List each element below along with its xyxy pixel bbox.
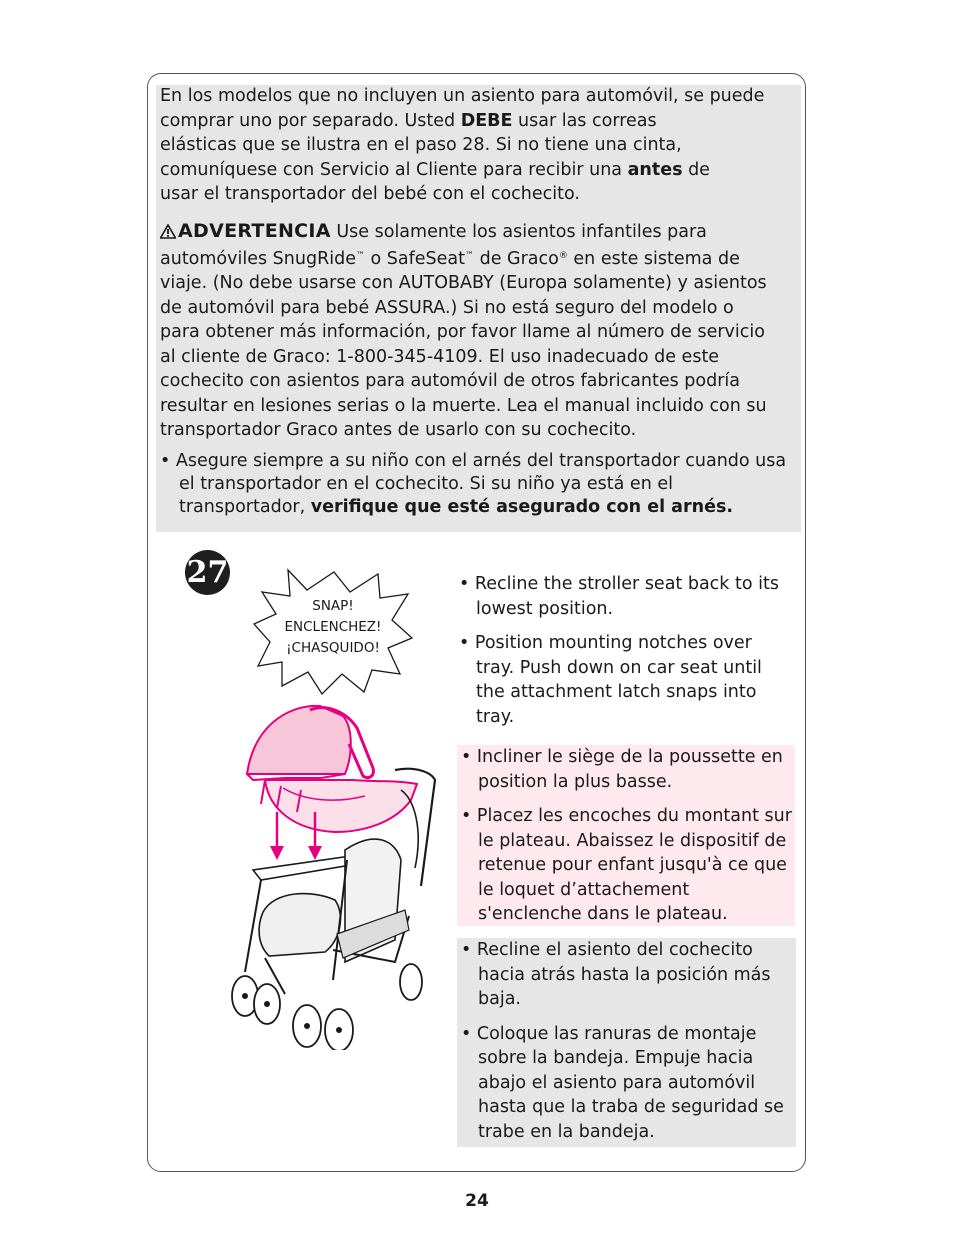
warning-line: ADVERTENCIA Use solamente los asientos infantiles para — [160, 219, 795, 247]
instruction-item: • Coloque las ranuras de montaje sobre la bandeja. Empuje hacia abajo el asiento para automóvil hasta que la traba de seguridad se trabe en la bandeja. — [461, 1023, 784, 1142]
intro-paragraph — [160, 84, 795, 207]
instruction-item: • Position mounting notches over tray. Push down on car seat until the attachment latch snaps into tray. — [459, 633, 762, 727]
warning-title: ADVERTENCIA — [178, 220, 331, 242]
warning-line: viaje. (No debe usarse con AUTOBABY (Europa solamente) y asientos — [160, 273, 767, 293]
stroller-carseat-illustration — [225, 700, 445, 1054]
snap-label: SNAP! ENCLENCHEZ! ¡CHASQUIDO! — [284, 598, 382, 656]
instruction-item: • Recline el asiento del cochecito hacia atrás hasta la posición más baja. — [461, 940, 771, 1009]
instruction-item: • Placez les encoches du montant sur le plateau. Abaissez le dispositif de retenue pour enfant jusqu'à ce que le loquet d’attachement s'enclenche dans le plateau. — [461, 806, 792, 924]
warning-line: transportador Graco antes de usarlo con su cochecito. — [160, 420, 637, 440]
warning-line: cochecito con asientos para automóvil de otros fabricantes podría — [160, 371, 741, 391]
intro-line: elásticas que se ilustra en el paso 28. Si no tiene una cinta, — [160, 135, 682, 155]
warning-line: de automóvil para bebé ASSURA.) Si no está seguro del modelo o — [160, 297, 734, 318]
instruction-item: • Recline the stroller seat back to its lowest position. — [459, 574, 779, 619]
instructions-spanish — [457, 938, 796, 1147]
warning-triangle-icon — [160, 222, 176, 247]
page-number: 24 — [465, 1191, 489, 1211]
warning-line: automóviles SnugRide™ o SafeSeat™ de Graco® en este sistema de — [160, 248, 740, 269]
warning-paragraph — [160, 219, 795, 443]
intro-line: usar el transportador del bebé con el cochecito. — [160, 184, 580, 204]
intro-line: comprar uno por separado. Usted DEBE usar las correas — [160, 110, 657, 131]
instructions-english — [459, 572, 794, 739]
intro-line: comuníquese con Servicio al Cliente para recibir una antes de — [160, 159, 710, 180]
warning-line: al cliente de Graco: 1-800-345-4109. El uso inadecuado de este — [160, 346, 720, 367]
harness-bullet: • Asegure siempre a su niño con el arnés del transportador cuando usa el transportador en el cochecito. Si su niño ya está en el transportador, verifique que esté asegurado con el arnés. — [160, 451, 787, 517]
intro-line: En los modelos que no incluyen un asiento para automóvil, se puede — [160, 86, 765, 106]
step-number-badge: 27 — [185, 550, 230, 595]
instructions-french — [457, 745, 795, 926]
instruction-item: • Incliner le siège de la poussette en position la plus basse. — [461, 747, 783, 792]
warning-line: para obtener más información, por favor llame al número de servicio — [160, 322, 765, 342]
warning-line: resultar en lesiones serias o la muerte. Lea el manual incluido con su — [160, 395, 767, 416]
